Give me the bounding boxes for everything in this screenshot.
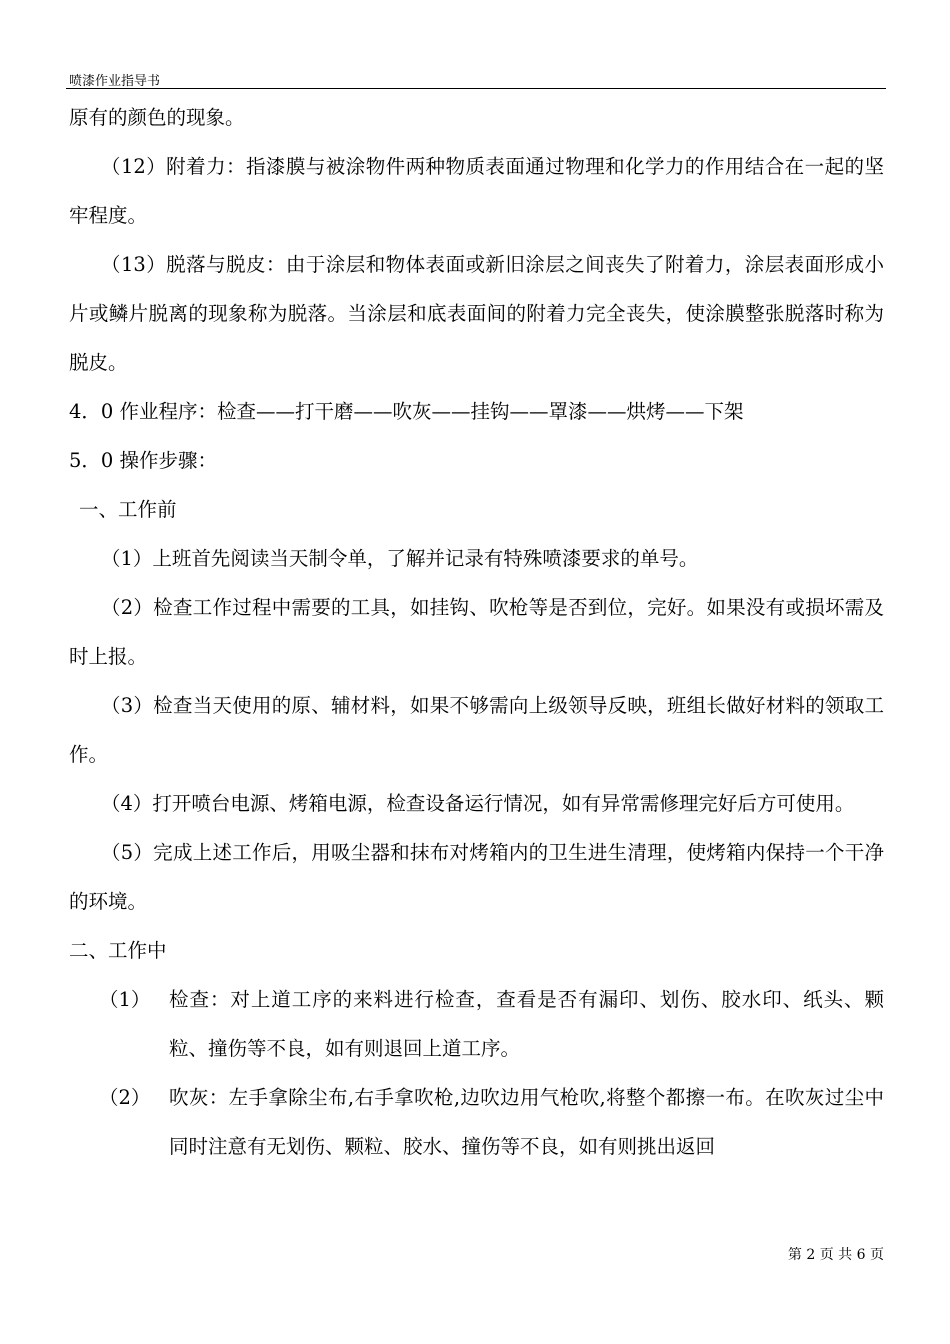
numbered-item — [69, 1073, 884, 1171]
header-divider — [66, 88, 886, 89]
item-text: 吹灰：左手拿除尘布,右手拿吹枪,边吹边用气枪吹,将整个都擦一布。在吹灰过尘中同时注意有无划伤、颗粒、胶水、撞伤等不良，如有则挑出返回 — [169, 1086, 884, 1158]
page-number: 第 2 页 共 6 页 — [787, 1247, 884, 1263]
section-heading-during-work: 二、工作中 — [69, 939, 167, 962]
numbered-item — [69, 975, 884, 1073]
section-heading-before-work: 一、工作前 — [79, 498, 177, 521]
item-text: 检查：对上道工序的来料进行检查，查看是否有漏印、划伤、胶水印、纸头、颗粒、撞伤等不良，如有则退回上道工序。 — [169, 988, 884, 1060]
item-number: （2） — [99, 1086, 151, 1109]
list-item: （5）完成上述工作后，用吸尘器和抹布对烤箱内的卫生进生清理，使烤箱内保持一个干净的环境。 — [69, 841, 884, 913]
list-item: （4）打开喷台电源、烤箱电源，检查设备运行情况，如有异常需修理完好后方可使用。 — [101, 792, 855, 815]
paragraph-procedure: 4．0 作业程序：检查——打干磨——吹灰——挂钩——罩漆——烘烤——下架 — [69, 400, 744, 423]
paragraph: 原有的颜色的现象。 — [69, 106, 245, 129]
document-body — [69, 93, 884, 1171]
item-number: （1） — [99, 988, 151, 1011]
paragraph-steps-heading: 5．0 操作步骤： — [69, 449, 218, 472]
list-item: （1）上班首先阅读当天制令单，了解并记录有特殊喷漆要求的单号。 — [101, 547, 699, 570]
paragraph-peeling: （13）脱落与脱皮：由于涂层和物体表面或新旧涂层之间丧失了附着力，涂层表面形成小片或鳞片脱离的现象称为脱落。当涂层和底表面间的附着力完全丧失，使涂膜整张脱落时称为脱皮。 — [69, 253, 884, 374]
list-item: （2）检查工作过程中需要的工具，如挂钩、吹枪等是否到位，完好。如果没有或损坏需及时上报。 — [69, 596, 884, 668]
paragraph-adhesion: （12）附着力：指漆膜与被涂物件两种物质表面通过物理和化学力的作用结合在一起的坚牢程度。 — [69, 155, 884, 227]
header-title: 喷漆作业指导书 — [69, 74, 161, 89]
list-item: （3）检查当天使用的原、辅材料，如果不够需向上级领导反映，班组长做好材料的领取工作。 — [69, 694, 884, 766]
